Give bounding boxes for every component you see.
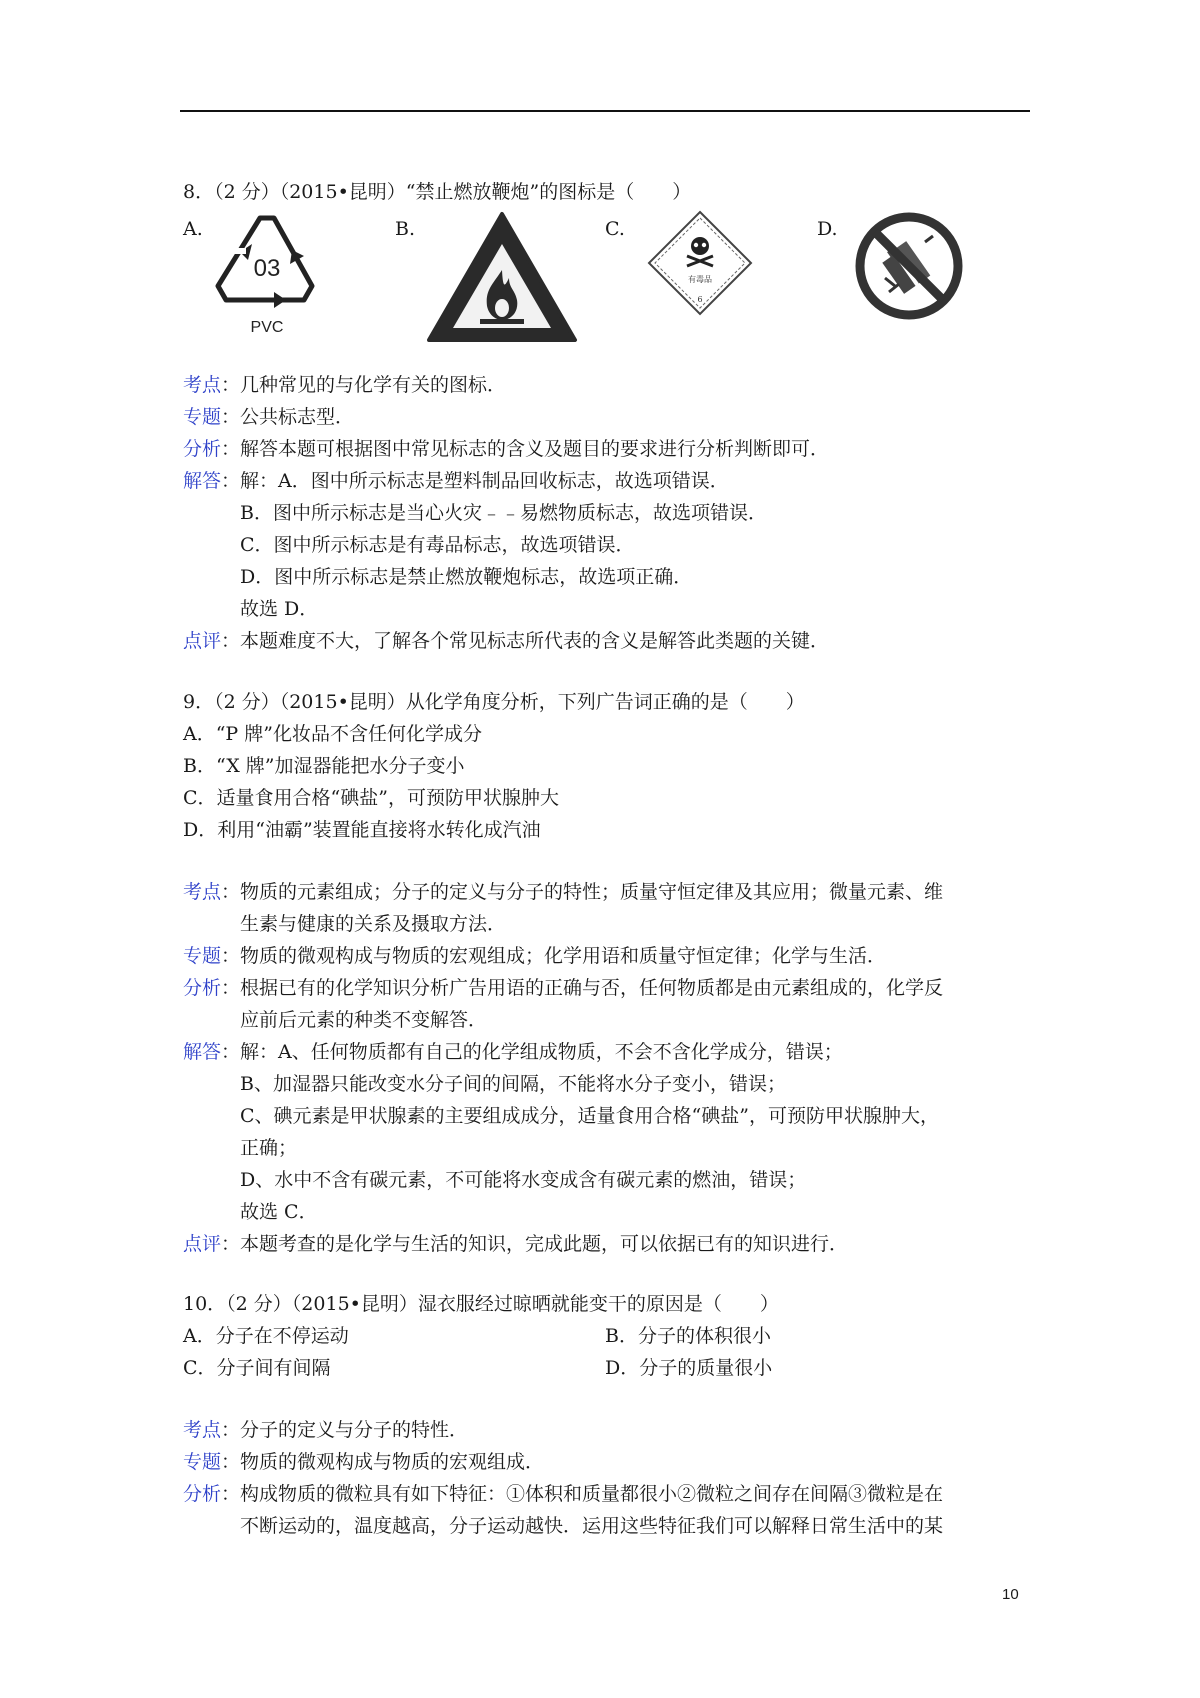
q10-fenxi: 分析：构成物质的微粒具有如下特征：①体积和质量都很小②微粒之间存在间隔③微粒是在: [183, 1483, 944, 1505]
fire-warning-icon: [425, 208, 580, 346]
header-rule: [180, 110, 1030, 112]
q9-dianping: 点评：本题考查的是化学与生活的知识，完成此题，可以依据已有的知识进行．: [183, 1233, 849, 1255]
jieda-label: 解答: [183, 1041, 222, 1063]
q9-kaodian-cont: 生素与健康的关系及摄取方法．: [240, 913, 507, 935]
q9-kaodian: 考点：物质的元素组成；分子的定义与分子的特性；质量守恒定律及其应用；微量元素、维: [183, 881, 944, 903]
dianping-label: 点评: [183, 1233, 222, 1255]
q9-stem: 9．（2 分）（2015•昆明）从化学角度分析，下列广告词正确的是（ ）: [183, 691, 805, 713]
q9-jieda-line: B、加湿器只能改变水分子间的间隔，不能将水分子变小，错误；: [240, 1073, 786, 1095]
q8-fenxi: 分析：解答本题可根据图中常见标志的含义及题目的要求进行分析判断即可．: [183, 438, 830, 460]
q9-option-c: C．适量食用合格“碘盐”，可预防甲状腺肿大: [183, 787, 559, 809]
q9-fenxi: 分析：根据已有的化学知识分析广告用语的正确与否，任何物质都是由元素组成的，化学反: [183, 977, 944, 999]
q9-option-a: A．“P 牌”化妆品不含任何化学成分: [183, 723, 482, 745]
kaodian-label: 考点: [183, 374, 222, 396]
q9-zhuanti: 专题：物质的微观构成与物质的宏观组成；化学用语和质量守恒定律；化学与生活．: [183, 945, 887, 967]
q8-option-a: A.: [183, 218, 203, 240]
icon-c-text: 有毒品: [688, 275, 712, 284]
q8-option-c: C.: [605, 218, 625, 240]
q8-kaodian: 考点：几种常见的与化学有关的图标．: [183, 374, 507, 396]
dianping-label: 点评: [183, 630, 222, 652]
page-number: 10: [1002, 1586, 1019, 1603]
q8-dianping: 点评：本题难度不大，了解各个常见标志所代表的含义是解答此类题的关键．: [183, 630, 830, 652]
kaodian-label: 考点: [183, 881, 222, 903]
fenxi-label: 分析: [183, 438, 222, 460]
q10-option-c: C．分子间有间隔: [183, 1357, 331, 1379]
q8-jieda-line: D．图中所示标志是禁止燃放鞭炮标志，故选项正确．: [240, 566, 693, 588]
q10-zhuanti: 专题：物质的微观构成与物质的宏观组成．: [183, 1451, 545, 1473]
q8-jieda-line: B．图中所示标志是当心火灾﹣﹣易燃物质标志，故选项错误．: [240, 502, 767, 524]
q9-fenxi-cont: 应前后元素的种类不变解答．: [240, 1009, 488, 1031]
jieda-label: 解答: [183, 470, 222, 492]
q9-jieda-line: C、碘元素是甲状腺素的主要组成成分，适量食用合格“碘盐”，可预防甲状腺肿大，: [240, 1105, 939, 1127]
q10-option-a: A．分子在不停运动: [183, 1325, 349, 1347]
q8-jieda: 解答：解：A．图中所示标志是塑料制品回收标志，故选项错误．: [183, 470, 729, 492]
zhuanti-label: 专题: [183, 406, 222, 428]
q8-jieda-line: 故选 D．: [240, 598, 319, 620]
icon-a-text: PVC: [250, 319, 284, 336]
q8-jieda-line: C．图中所示标志是有毒品标志，故选项错误．: [240, 534, 635, 556]
q9-jieda-line: D、水中不含有碳元素，不可能将水变成含有碳元素的燃油，错误；: [240, 1169, 807, 1191]
q10-option-b: B．分子的体积很小: [605, 1325, 771, 1347]
fenxi-label: 分析: [183, 1483, 222, 1505]
q8-option-d: D.: [817, 218, 838, 240]
icon-a-code: 03: [253, 255, 281, 282]
kaodian-label: 考点: [183, 1419, 222, 1441]
q9-option-d: D．利用“油霸”装置能直接将水转化成汽油: [183, 819, 541, 841]
q10-stem: 10．（2 分）（2015•昆明）湿衣服经过晾晒就能变干的原因是（ ）: [183, 1293, 779, 1315]
q9-option-b: B．“X 牌”加湿器能把水分子变小: [183, 755, 465, 777]
q10-option-d: D．分子的质量很小: [605, 1357, 773, 1379]
q8-zhuanti: 专题：公共标志型．: [183, 406, 355, 428]
pvc-recycling-icon: [212, 210, 322, 338]
zhuanti-label: 专题: [183, 945, 222, 967]
q10-fenxi-cont: 不断运动的，温度越高，分子运动越快．运用这些特征我们可以解释日常生活中的某: [240, 1515, 944, 1537]
q10-kaodian: 考点：分子的定义与分子的特性．: [183, 1419, 469, 1441]
q9-jieda: 解答：解：A、任何物质都有自己的化学组成物质，不会不含化学成分，错误；: [183, 1041, 843, 1063]
toxic-diamond-icon: [645, 208, 755, 318]
q8-option-b: B.: [395, 218, 416, 240]
no-firecrackers-icon: [855, 212, 963, 320]
icon-c-num: 6: [697, 295, 703, 304]
q9-jieda-line: 故选 C．: [240, 1201, 318, 1223]
zhuanti-label: 专题: [183, 1451, 222, 1473]
fenxi-label: 分析: [183, 977, 222, 999]
q8-stem: 8．（2 分）（2015•昆明）“禁止燃放鞭炮”的图标是（ ）: [183, 181, 692, 203]
q9-jieda-line: 正确；: [240, 1137, 298, 1159]
